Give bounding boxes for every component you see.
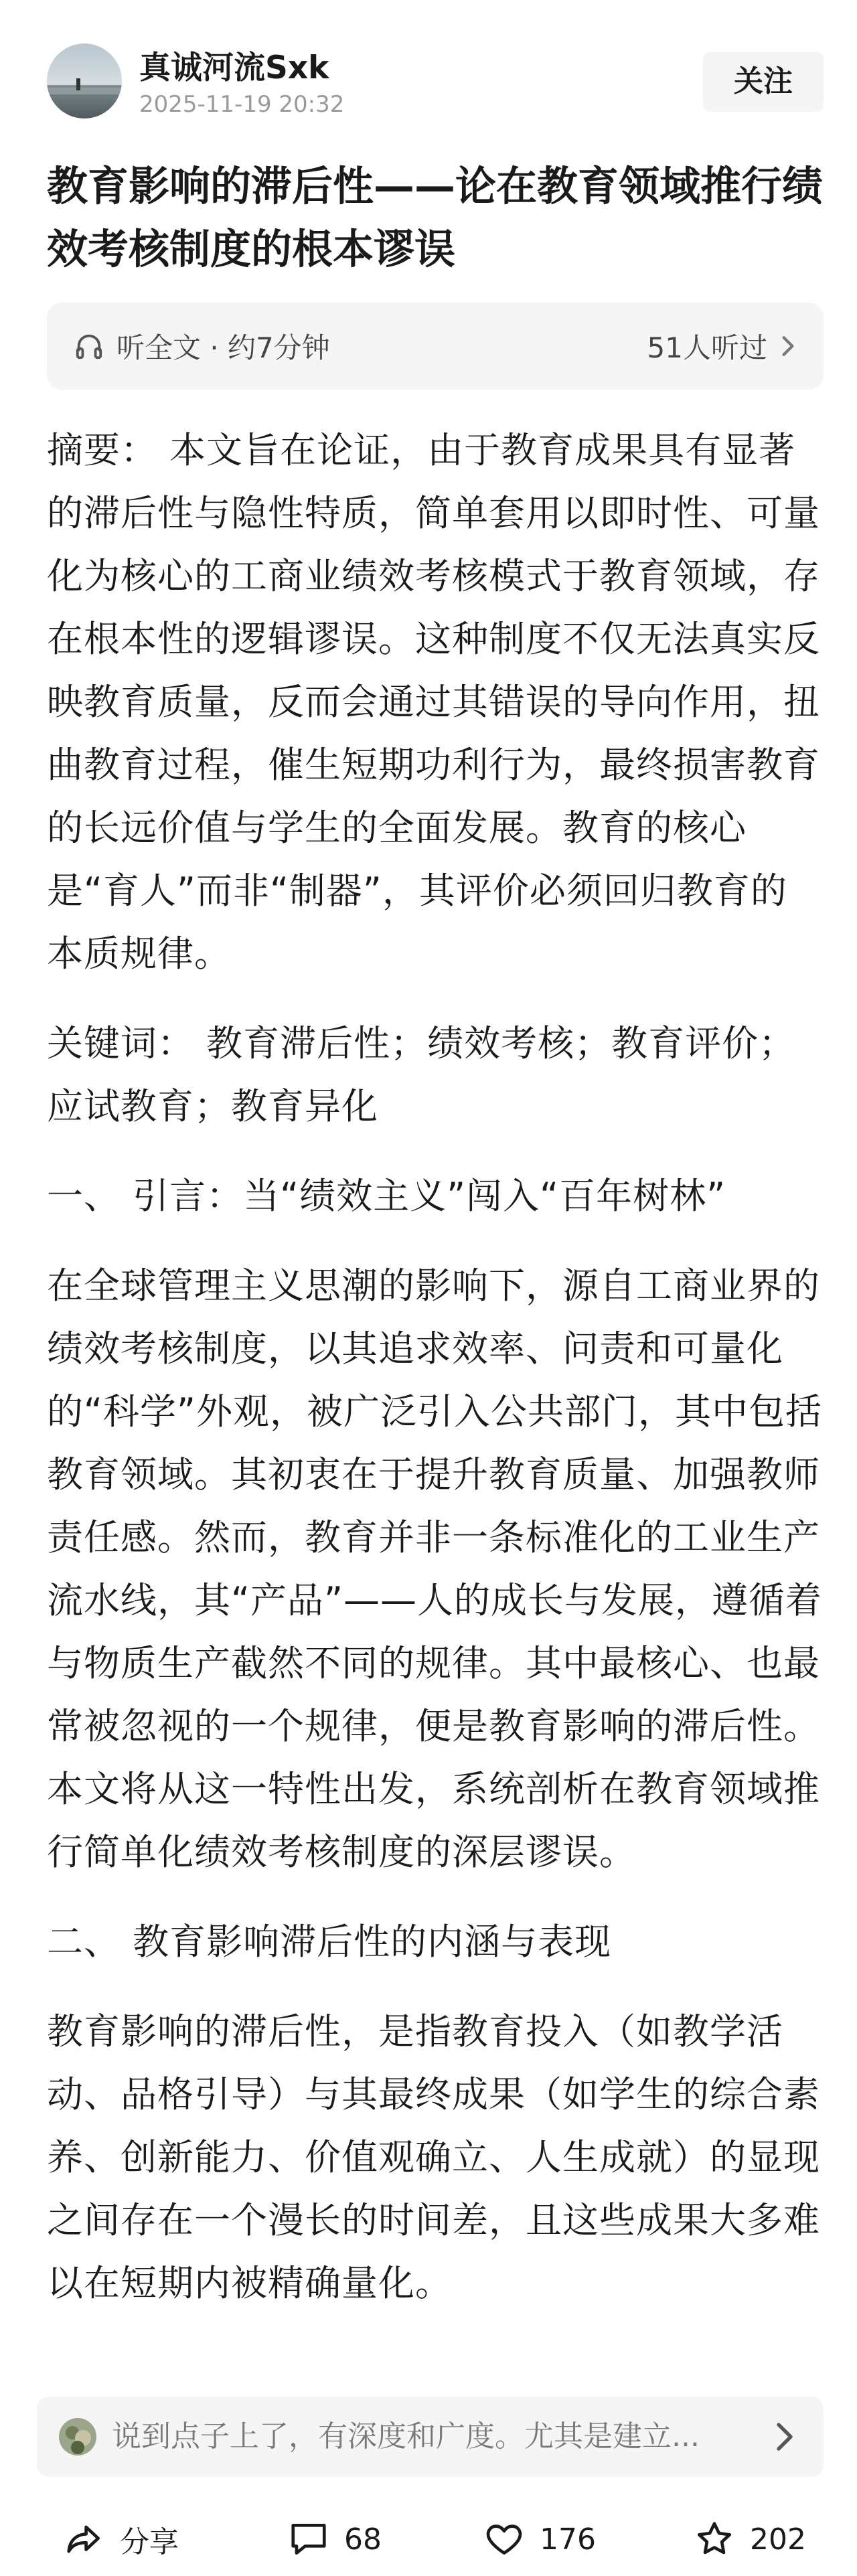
keywords-paragraph: 关键词： 教育滞后性；绩效考核；教育评价；应试教育；教育异化 (47, 1022, 796, 1127)
comment-preview[interactable] (37, 2397, 824, 2477)
author-avatar[interactable] (47, 44, 122, 118)
star-icon (694, 2518, 735, 2560)
chevron-right-icon (779, 335, 797, 357)
chevron-right-icon (773, 2421, 797, 2453)
commenter-avatar (59, 2418, 96, 2456)
headphones-icon (74, 331, 104, 361)
share-button[interactable] (64, 2502, 179, 2576)
article-body (47, 419, 824, 2342)
like-count: 176 (540, 2522, 596, 2557)
section-heading: 一、 引言：当“绩效主义”闯入“百年树林” (47, 1175, 726, 1217)
post-timestamp: 2025-11-19 20:32 (139, 91, 345, 118)
comment-count: 68 (344, 2522, 382, 2557)
listen-count: 51人听过 (647, 331, 767, 364)
comment-button[interactable] (288, 2502, 382, 2576)
favorite-button[interactable] (694, 2502, 806, 2576)
author-header (0, 0, 857, 161)
like-button[interactable] (483, 2502, 596, 2576)
listen-label-group (74, 303, 330, 390)
action-bar (0, 2502, 857, 2576)
comment-preview-text: 说到点子上了，有深度和广度。尤其是建立... (112, 2419, 700, 2453)
article-title: 教育影响的滞后性——论在教育领域推行绩效考核制度的根本谬误 (47, 163, 824, 273)
share-label: 分享 (120, 2525, 179, 2559)
heart-icon (483, 2518, 525, 2560)
comment-icon (288, 2518, 329, 2560)
listen-count-group (647, 303, 797, 390)
share-icon (64, 2518, 105, 2560)
author-name[interactable]: 真诚河流Sxk (139, 50, 329, 86)
body-paragraph: 在全球管理主义思潮的影响下，源自工商业界的绩效考核制度，以其追求效率、问责和可量化的“科学”外观，被广泛引入公共部门，其中包括教育领域。其初衷在于提升教育质量、加强教师责任感。然而，教育并非一条标准化的工业生产流水线，其“产品”——人的成长与发展，遵循着与物质生产截然不同的规律。其中最核心、也最常被忽视的一个规律，便是教育影响的滞后性。本文将从这一特性出发，系统剖析在教育领域推行简单化绩效考核制度的深层谬误。 (47, 1265, 822, 1873)
listen-full-text-bar[interactable] (47, 303, 824, 390)
favorite-count: 202 (750, 2522, 806, 2557)
listen-label: 听全文 · 约7分钟 (116, 331, 330, 364)
body-paragraph: 教育影响的滞后性，是指教育投入（如教学活动、品格引导）与其最终成果（如学生的综合素养、创新能力、价值观确立、人生成就）的显现之间存在一个漫长的时间差，且这些成果大多难以在短期内被精确量化。 (47, 2010, 820, 2304)
section-heading: 二、 教育影响滞后性的内涵与表现 (47, 1921, 612, 1963)
follow-button[interactable]: 关注 (703, 52, 824, 112)
abstract-paragraph: 摘要： 本文旨在论证，由于教育成果具有显著的滞后性与隐性特质，简单套用以即时性、可量化为核心的工商业绩效考核模式于教育领域，存在根本性的逻辑谬误。这种制度不仅无法真实反映教育质量，反而会通过其错误的导向作用，扭曲教育过程，催生短期功利行为，最终损害教育的长远价值与学生的全面发展。教育的核心是“育人”而非“制器”，其评价必须回归教育的本质规律。 (47, 429, 820, 975)
